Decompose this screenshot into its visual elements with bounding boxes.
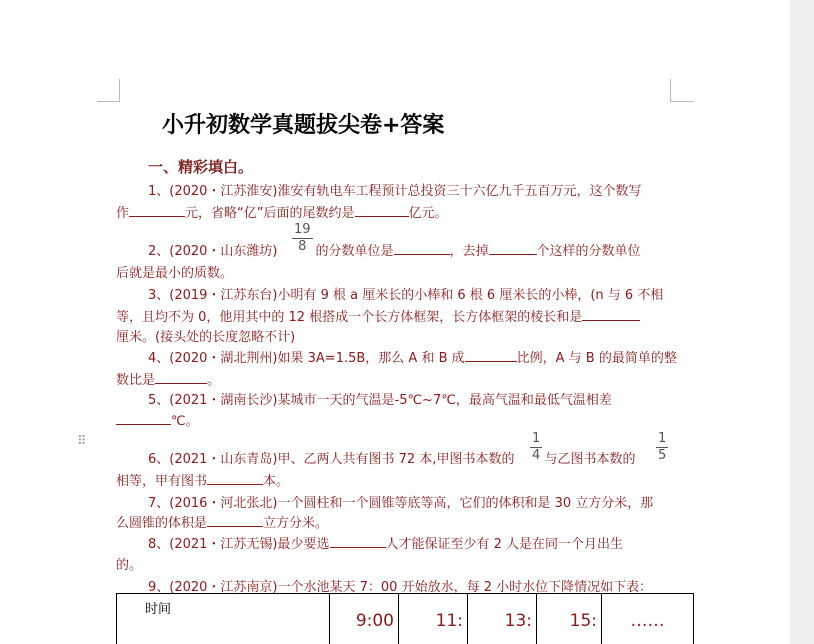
- question-3-line-2: [116, 306, 640, 325]
- question-5-line-2: [116, 410, 199, 429]
- fraction-denominator: 8: [298, 239, 307, 254]
- vertical-scrollbar[interactable]: [790, 0, 814, 644]
- fraction-denominator: 4: [532, 448, 541, 463]
- table-cell: 15:: [537, 594, 602, 644]
- fraction-1-5: [656, 431, 668, 464]
- table-row: [117, 594, 694, 644]
- fraction-numerator: 1: [658, 431, 667, 446]
- table-cell: ……: [602, 594, 694, 644]
- fraction-numerator: 1: [532, 431, 541, 446]
- fraction-numerator: 19: [294, 222, 311, 237]
- question-6-line-1: [148, 448, 635, 467]
- question-4-line-2: [116, 369, 220, 388]
- document-title: 小升初数学真题拔尖卷+答案: [162, 113, 445, 138]
- fraction-denominator: 5: [658, 448, 667, 463]
- question-9-line-1: 9、(2020・江苏南京)一个水池某天 7：00 开始放水，每 2 小时水位下降情况如下表：: [148, 580, 653, 595]
- question-8-text: 8、(2021・江苏无锡)最少要选: [148, 537, 330, 552]
- question-7-text: 立方分米。: [263, 516, 329, 531]
- answer-blank[interactable]: [207, 472, 263, 485]
- answer-blank[interactable]: [582, 308, 640, 321]
- page-margin-corner-top-right: [670, 79, 693, 102]
- section-heading: 一、精彩填白。: [148, 158, 254, 176]
- question-1-line-2: [116, 202, 448, 221]
- question-3-line-3: 厘米。(接头处的长度忽略不计): [116, 330, 296, 345]
- question-6-text: 与乙图书本数的: [544, 452, 636, 467]
- drag-handle-icon[interactable]: ⠿: [77, 434, 88, 449]
- question-6-line-2: [116, 470, 289, 489]
- question-6-text: 相等，甲有图书: [116, 474, 208, 489]
- answer-blank[interactable]: [116, 412, 171, 425]
- question-1-line-1: 1、(2020・江苏淮安)淮安有轨电车工程预计总投资三十六亿九千五百万元，这个数写: [148, 184, 642, 199]
- question-6-text: 6、(2021・山东青岛)甲、乙两人共有图书 72 本,甲图书本数的: [148, 452, 515, 467]
- question-2-line-1: [148, 240, 641, 259]
- question-4-line-1: [148, 347, 677, 366]
- question-5-text: ℃。: [171, 414, 199, 429]
- answer-blank[interactable]: [489, 242, 537, 255]
- table-cell: 11:: [399, 594, 468, 644]
- answer-blank[interactable]: [129, 204, 185, 217]
- question-8-line-2: 的。: [116, 558, 143, 573]
- question-5-line-1: 5、(2021・湖南长沙)某城市一天的气温是-5℃~7℃，最高气温和最低气温相差: [148, 393, 612, 408]
- question-4-text: 4、(2020・湖北荆州)如果 3A=1.5B，那么 A 和 B 成: [148, 351, 465, 366]
- page-margin-corner-top-left: [97, 79, 120, 102]
- question-1-text: 作: [116, 206, 130, 221]
- question-7-text: 么圆锥的体积是: [116, 516, 208, 531]
- table-header-cell: 时间: [117, 594, 330, 644]
- question-4-text: 数比是: [116, 373, 156, 388]
- question-8-line-1: [148, 533, 623, 552]
- answer-blank[interactable]: [330, 535, 386, 548]
- answer-blank[interactable]: [355, 204, 409, 217]
- question-7-line-1: 7、(2016・河北张北)一个圆柱和一个圆锥等底等高，它们的体积和是 30 立方分米，那: [148, 496, 654, 511]
- fraction-19-8: [292, 222, 313, 255]
- question-8-text: 人才能保证至少有 2 人是在同一个月出生: [385, 537, 624, 552]
- table-cell: 9:00: [330, 594, 399, 644]
- question-1-text: 元，省略“亿”后面的尾数约是: [185, 206, 355, 221]
- question-6-text: 本。: [263, 474, 290, 489]
- question-2-line-2: 后就是最小的质数。: [116, 266, 234, 281]
- question-3-line-1: 3、(2019・江苏东台)小明有 9 根 a 厘米长的小棒和 6 根 6 厘米长的小棒，(n 与 6 不相: [148, 288, 664, 303]
- answer-blank[interactable]: [207, 514, 263, 527]
- water-level-table: [116, 593, 694, 644]
- fraction-1-4: [530, 431, 542, 464]
- table-cell: 13:: [468, 594, 537, 644]
- question-2-text: ，去掉: [449, 244, 489, 259]
- answer-blank[interactable]: [465, 349, 517, 362]
- answer-blank[interactable]: [155, 371, 207, 384]
- answer-blank[interactable]: [394, 242, 450, 255]
- question-4-text: 比例，A 与 B 的最简单的整: [516, 351, 677, 366]
- question-3-text: 等，且均不为 0，他用其中的 12 根搭成一个长方体框架，长方体框架的棱长和是: [116, 310, 583, 325]
- question-4-text: 。: [207, 373, 221, 388]
- question-1-text: 亿元。: [408, 206, 448, 221]
- question-7-line-2: [116, 512, 328, 531]
- question-2-text: 的分数单位是: [315, 244, 394, 259]
- question-2-text: 个这样的分数单位: [536, 244, 641, 259]
- question-2-text: 2、(2020・山东潍坊): [148, 244, 278, 259]
